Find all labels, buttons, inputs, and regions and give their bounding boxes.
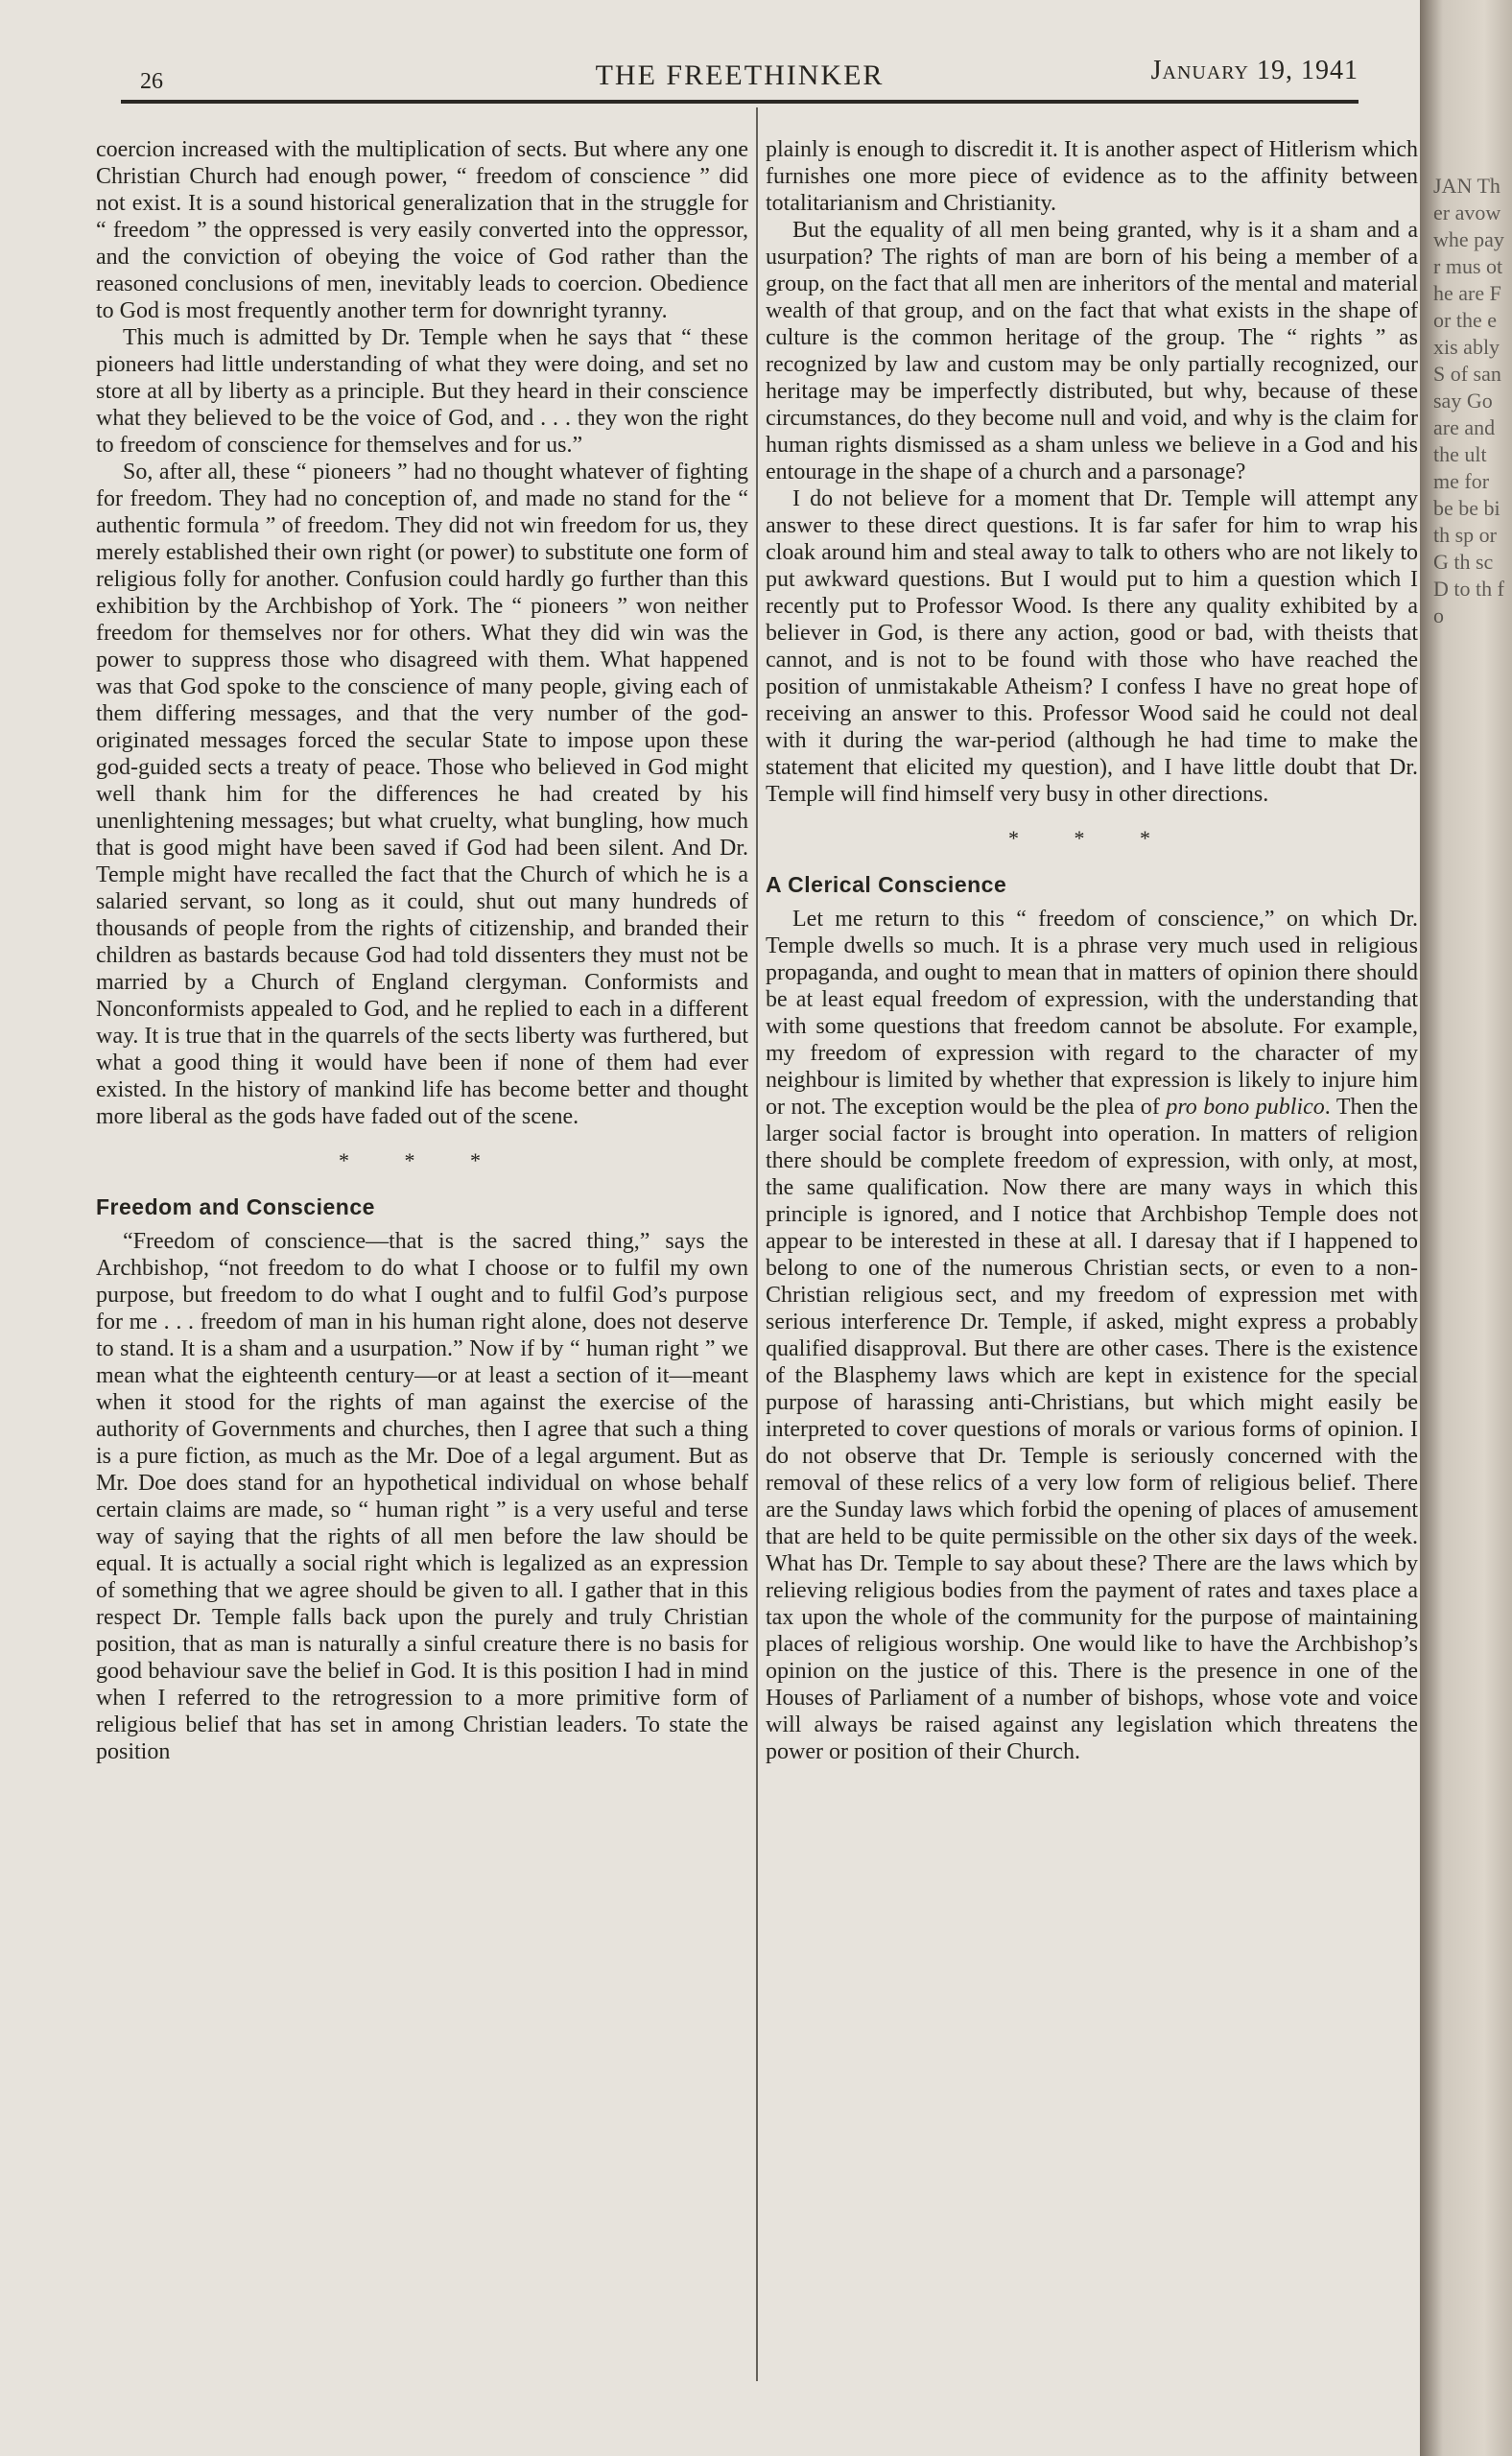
- paragraph-text: Let me return to this “ freedom of conscience,” on which Dr. Temple dwells so much. It is a phrase very much used in religious propaganda, and ought to mean that in matters of opinion there should be at least equal freedom of expression, with the understanding that with some questions that freedom cannot be absolute. For example, my freedom of expression with regard to the character of my neighbour is limited by whether that expression is likely to injure him or not. The exception would be the plea of: [766, 907, 1418, 1120]
- section-separator: * * *: [339, 1148, 506, 1172]
- adjacent-page-fragments: JAN Ther avow whe payr mus othe are For the exis ably S of san say Go are and the ult me for be be bi th sp or G th sc D to th fo: [1433, 174, 1504, 627]
- section-heading: Freedom and Conscience: [96, 1194, 375, 1219]
- column-divider: [756, 107, 758, 2381]
- article-paragraph: This much is admitted by Dr. Temple when he says that “ these pioneers had little understanding of what they were doing, and set no store at all by liberty as a principle. But they heard in their conscience what they believed to be the voice of God, and . . . they won the right to freedom of conscience for themselves and for us.”: [96, 325, 748, 458]
- right-column: [766, 136, 1418, 1765]
- adjacent-page-edge: [1420, 0, 1512, 2456]
- section-separator: * * *: [1008, 826, 1175, 850]
- article-paragraph: But the equality of all men being granted, why is it a sham and a usurpation? The rights of man are born of his being a member of a group, on the fact that all men are inheritors of the mental and material wealth of that group, and on the fact that what exists in the shape of culture is the common heritage of the group. The “ rights ” as recognized by law and custom may be only partially recognized, our heritage may be imperfectly distributed, but why, because of these circumstances, do they become null and void, and why is the claim for human rights dismissed as a sham unless we believe in a God and his entourage in the shape of a church and a parsonage?: [766, 218, 1418, 484]
- latin-phrase: pro bono publico: [1166, 1095, 1325, 1120]
- page-number: 26: [140, 69, 163, 94]
- article-paragraph: “Freedom of conscience—that is the sacred thing,” says the Archbishop, “not freedom to do what I choose or to fulfil my own purpose, but freedom to do what I ought and to fulfil God’s purpose for me . . . freedom of man in his human right alone, does not deserve to stand. It is a sham and a usurpation.” Now if by “ human right ” we mean what the eighteenth century—or at least a section of it—meant when it stood for the rights of man against the exercise of the authority of Governments and churches, then I agree that such a thing is a pure fiction, as much as the Mr. Doe of a legal argument. But as Mr. Doe does stand for an hypothetical individual on whose behalf certain claims are made, so “ human right ” is a very useful and terse way of saying that the rights of all men before the law should be equal. It is actually a social right which is legalized as an expression of something that we agree should be given to all. I gather that in this respect Dr. Temple falls back upon the purely and truly Christian position, that as man is naturally a sinful creature there is no basis for good behaviour save the belief in God. It is this position I had in mind when I referred to the retrogression to a more primitive form of religious belief that has set in among Christian leaders. To state the position: [96, 1229, 748, 1764]
- article-paragraph: I do not believe for a moment that Dr. Temple will attempt any answer to these direct questions. It is far safer for him to wrap his cloak around him and steal away to talk to others who are not likely to put awkward questions. But I would put to him a question which I recently put to Professor Wood. Is there any quality exhibited by a believer in God, is there any action, good or bad, with theists that cannot, and is not to be found with those who have reached the position of unmistakable Atheism? I confess I have no great hope of receiving an answer to this. Professor Wood said he could not deal with it during the war-period (although he had time to make the statement that elicited my question), and I have little doubt that Dr. Temple will find himself very busy in other directions.: [766, 486, 1418, 807]
- article-paragraph: coercion increased with the multiplication of sects. But where any one Christian Church had enough power, “ freedom of conscience ” did not exist. It is a sound historical generalization that in the struggle for “ freedom ” the oppressed is very easily converted into the oppressor, and the conviction of obeying the voice of God rather than the reasoned conclusions of men, inevitably leads to coercion. Obedience to God is most frequently another term for downright tyranny.: [96, 137, 748, 323]
- header-rule: [121, 100, 1358, 104]
- paragraph-text: . Then the larger social factor is brought into operation. In matters of religion there should be complete freedom of expression, with only, at most, the same qualification. Now there are many ways in which this principle is ignored, and I notice that Archbishop Temple does not appear to be interested in these at all. I daresay that if I happened to belong to one of the numerous Christian sects, or even to a non-Christian religious sect, and my freedom of expression met with serious interference Dr. Temple, if asked, might express a probably qualified disapproval. But there are other cases. There is the existence of the Blasphemy laws which are kept in existence for the special purpose of harassing anti-Christians, but which might easily be interpreted to cover questions of morals or various forms of opinion. I do not observe that Dr. Temple is seriously concerned with the removal of these relics of a very low form of religious belief. There are the Sunday laws which forbid the opening of places of amusement that are held to be quite permissible on the other six days of the week. What has Dr. Temple to say about these? There are the laws which by relieving religious bodies from the payment of rates and taxes place a tax upon the whole of the community for the purpose of maintaining places of religious worship. One would like to have the Archbishop’s opinion on the justice of this. There is the presence in one of the Houses of Parliament of a number of bishops, whose vote and voice will always be raised against any legislation which threatens the power or position of their Church.: [766, 1095, 1419, 1764]
- page-header: [121, 50, 1358, 96]
- article-paragraph: So, after all, these “ pioneers ” had no thought whatever of fighting for freedom. They had no conception of, and made no stand for the “ authentic formula ” of freedom. They did not win freedom for us, they merely established their own right (or power) to substitute one form of religious folly for another. Confusion could hardly go further than this exhibition by the Archbishop of York. The “ pioneers ” won neither freedom for themselves nor for others. What they did win was the power to suppress those who disagreed with them. What happened was that God spoke to the conscience of many people, giving each of them differing messages, and that the very number of the god-originated messages forced the secular State to impose upon these god-guided sects a treaty of peace. Those who believed in God might well thank him for the differences he had created by his unenlightening messages; but what cruelty, what bungling, how much that is good might have been saved if God had been silent. And Dr. Temple might have recalled the fact that the Church of which he is a salaried servant, so long as it could, shut out many hundreds of thousands of people from the rights of citizenship, and branded their children as bastards because God had told dissenters they must not be married by a Church of England clergyman. Conformists and Nonconformists appealed to God, and he replied to each in a different way. It is true that in the quarrels of the sects liberty was furthered, but what a good thing it would have been if none of them had ever existed. In the history of mankind life has become better and thought more liberal as the gods have faded out of the scene.: [96, 460, 748, 1129]
- left-column: [96, 136, 748, 1765]
- publication-title: THE FREETHINKER: [595, 59, 885, 91]
- issue-date: January 19, 1941: [1150, 56, 1358, 85]
- section-heading: A Clerical Conscience: [766, 872, 1007, 897]
- article-paragraph: plainly is enough to discredit it. It is another aspect of Hitlerism which furnishes one more piece of evidence as to the affinity between totalitarianism and Christianity.: [766, 137, 1418, 216]
- article-paragraph: [766, 906, 1418, 1765]
